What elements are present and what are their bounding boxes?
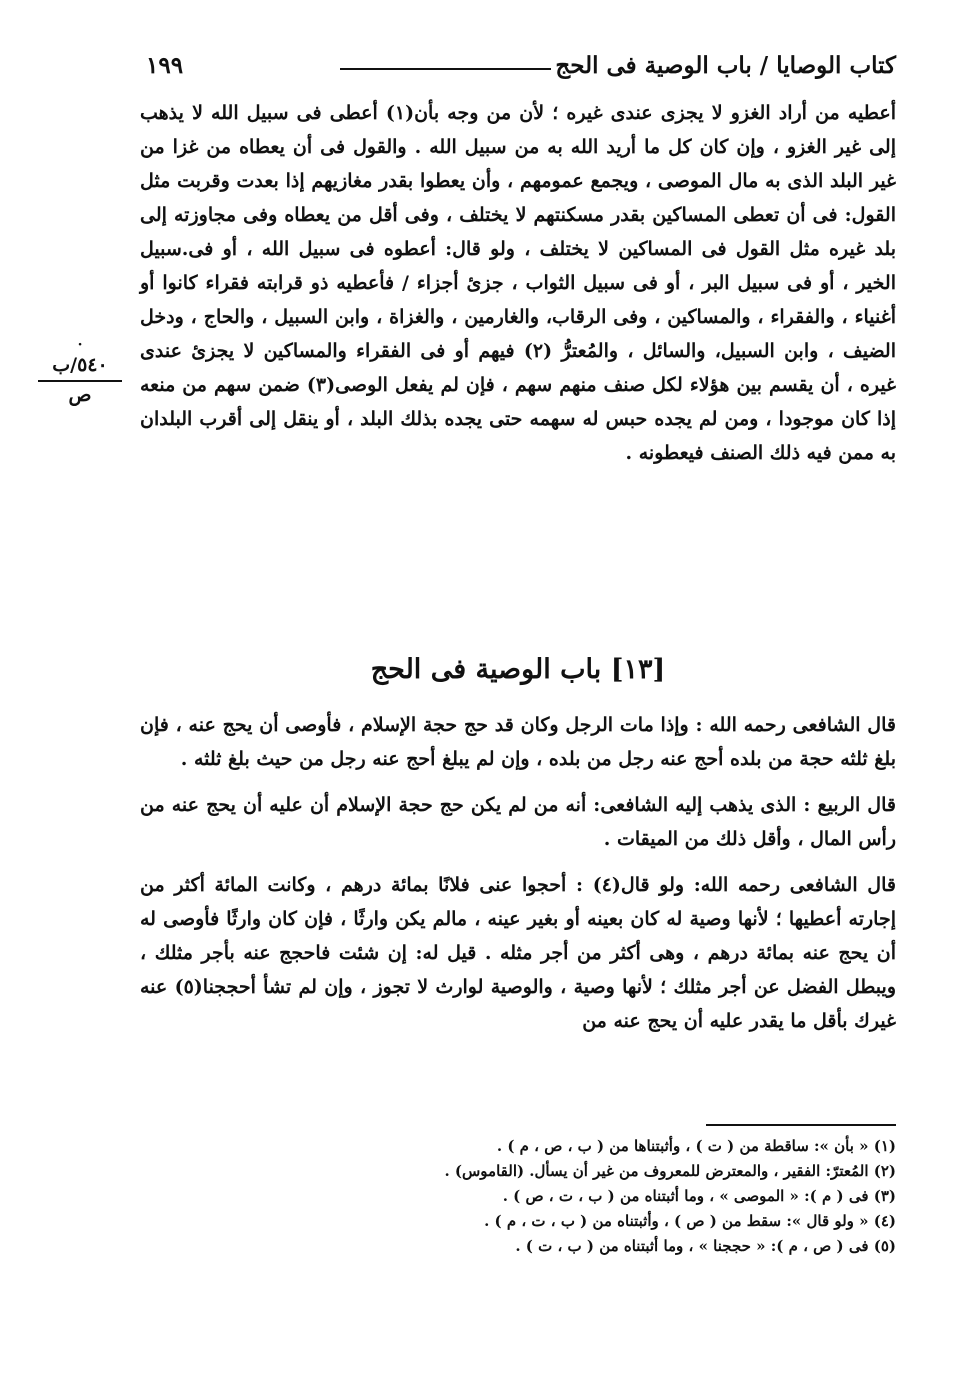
- page-header: [140, 52, 896, 92]
- section-paragraph: [140, 868, 896, 1038]
- footnotes: [140, 1134, 896, 1259]
- margin-note: [38, 338, 122, 408]
- speaker: قال الشافعى: [789, 874, 896, 896]
- footnote: (٤) « ولو قال »: سقط من ( ص ) ، وأثبتناه من ( ب ، ت ، م ) .: [484, 1212, 896, 1230]
- paragraph-text: : الذى يذهب إليه الشافعى: أنه من لم يكن حج حجة الإسلام أن عليه أن يحج عنه من رأس المال ، وأقل ذلك من الميقات .: [140, 794, 896, 850]
- margin-mark: ·: [77, 337, 83, 353]
- footnote: (٥) فى ( ص ، م ): « حججنا » ، وما أثبتناه من ( ب ، ت ) .: [515, 1237, 896, 1255]
- footnote: (٢) المُعترّ: الفقير ، والمعترض للمعروف من غير أن يسأل. (القاموس) .: [444, 1162, 896, 1180]
- footnote-rule: [706, 1124, 896, 1126]
- paragraph-text: رحمه الله: ولو قال(٤) : أحجوا عنى فلانًا بمائة درهم ، وكانت المائة أكثر من إجارته أعطيها ؛ لأنها وصية له كان بعينه أو بغير عينه ، مالم يكن وارثًا ، فإن كان وارثًا فأوصى له أن يحج عنه بمائة درهم ، وهى أكثر من أجر مثله . قيل له: إن شئت فاحجج عنه بأجر مثلك ، ويبطل الفضل عن أجر مثلك ؛ لأنها وصية ، والوصية لوارث لا تجوز ، وإن لم تشأ أحججنا(٥) عنه غيرك بأقل ما يقدر عليه أن يحج عنه من: [140, 874, 896, 1032]
- paragraph: أعطيه من أراد الغزو لا يجزى عندى غيره ؛ لأن من وجه بأن(١) أعطى فى سبيل الله لا يذهب إلى غير الغزو ، وإن كان كل ما أريد الله به من سبيل الله . والقول فى أن يعطاه من غزا من غير البلد الذى به مال الموصى ، ويجمع عمومهم ، وأن يعطوا بقدر مغازيهم إذا بعدت وقربت مثل القول: فى أن تعطى المساكين بقدر مسكنتهم لا يختلف ، وفى أقل من يعطاه وفى مجاوزته إلى بلد غيره مثل القول فى المساكين لا يختلف ، ولو قال: أعطوه فى سبيل الله ، أو فى.سبيل الخير ، أو فى سبيل البر ، أو فى سبيل الثواب ، جزئ أجزاء / فأعطيه ذو قرابته فقراء كانوا أو أغنياء ، والفقراء ، والمساكين ، وفى الرقاب، والغارمين ، والغزاة ، وابن السبيل ، والحاج ، ودخل الضيف ، وابن السبيل، والسائل ، والمُعترُّ (٢) فيهم أو فى الفقراء والمساكين لا يجزئ عندى غيره ، أن يقسم بين هؤلاء لكل صنف منهم سهم ، فإن لم يفعل الوصى(٣) ضمن سهم من منعه إذا كان موجودا ، ومن لم يجده حبس له سهمه حتى يجده بذلك البلد ، أو ينقل إلى أقرب البلدان به ممن فيه ذلك الصنف فيعطونه .: [140, 102, 896, 464]
- running-title: كتاب الوصايا / باب الوصية فى الحج: [555, 52, 896, 79]
- section-paragraph: [140, 708, 896, 776]
- main-text: [140, 96, 896, 470]
- section-paragraph: [140, 788, 896, 856]
- footnote: (٣) فى ( م ): « الموصى » ، وما أثبتناه من ( ب ، ت ، ص ) .: [502, 1187, 896, 1205]
- speaker: قال الشافعى رحمه الله: [709, 714, 896, 736]
- section-title: [١٣] باب الوصية فى الحج: [370, 654, 666, 685]
- section-text: [140, 708, 896, 1038]
- page-number: ١٩٩: [146, 52, 184, 79]
- margin-siglum: ص: [68, 384, 92, 406]
- header-rule: [340, 68, 551, 70]
- speaker: قال الربيع: [817, 794, 896, 816]
- margin-folio: ٥٤٠/ب: [38, 352, 122, 382]
- footnote: (١) « بأن »: ساقطة من ( ت ) ، وأثبتناها من ( ب ، ص ، م ) .: [496, 1137, 896, 1155]
- paragraph-text: : وإذا مات الرجل وكان قد حج حجة الإسلام ، فأوصى أن يحج عنه ، فإن بلغ ثلثه حجة من بلده أحج عنه رجل من بلده ، وإن لم يبلغ أحج عنه رجل من حيث بلغ ثلثه .: [140, 714, 896, 770]
